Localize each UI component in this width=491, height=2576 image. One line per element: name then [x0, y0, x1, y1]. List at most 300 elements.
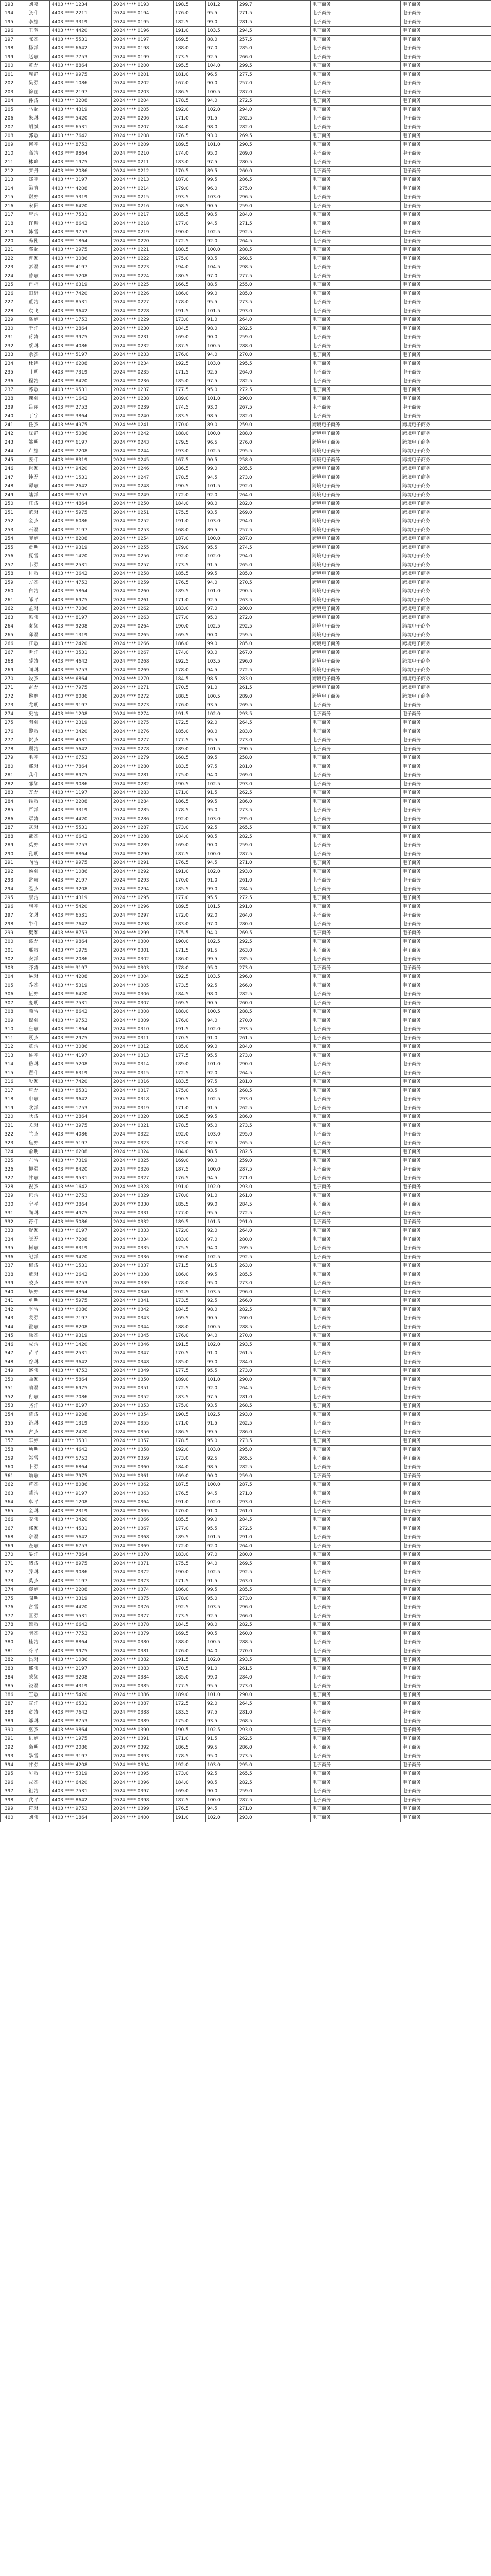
cell-name: 蒲洁	[18, 1489, 50, 1498]
cell-total-score: 265.5	[238, 1770, 269, 1778]
cell-total-score: 260.0	[238, 1314, 269, 1323]
cell-no: 235	[1, 368, 18, 377]
cell-department: 电子商务	[401, 1411, 491, 1419]
cell-id-number: 4403 **** 8642	[50, 219, 112, 228]
cell-total-score: 282.5	[238, 1778, 269, 1787]
cell-blank	[269, 386, 311, 395]
cell-no: 207	[1, 123, 18, 132]
cell-major: 电子商务	[311, 1612, 401, 1621]
cell-ticket-number: 2024 **** 0353	[112, 1402, 174, 1411]
table-row	[1, 1717, 491, 1726]
cell-ticket-number: 2024 **** 0238	[112, 395, 174, 403]
cell-id-number: 4403 **** 1642	[50, 1183, 112, 1192]
cell-major: 电子商务	[311, 1691, 401, 1700]
cell-total-score: 286.0	[238, 1113, 269, 1122]
cell-department: 电子商务	[401, 1052, 491, 1060]
cell-no: 255	[1, 544, 18, 552]
cell-total-score: 267.5	[238, 403, 269, 412]
cell-score-1: 191.0	[174, 1814, 206, 1822]
cell-ticket-number: 2024 **** 0204	[112, 97, 174, 106]
cell-department: 电子商务	[401, 1174, 491, 1183]
cell-ticket-number: 2024 **** 0283	[112, 789, 174, 798]
cell-name: 薛涛	[18, 657, 50, 666]
cell-name: 邹平	[18, 596, 50, 605]
cell-blank	[269, 1008, 311, 1016]
cell-no: 236	[1, 377, 18, 386]
cell-id-number: 4403 **** 3753	[50, 491, 112, 500]
cell-id-number: 4403 **** 5642	[50, 1533, 112, 1542]
cell-score-2: 95.5	[206, 1682, 238, 1691]
cell-score-2: 89.5	[206, 526, 238, 535]
cell-total-score: 263.0	[238, 946, 269, 955]
cell-score-2: 88.5	[206, 281, 238, 290]
cell-major: 电子商务	[311, 1297, 401, 1306]
cell-major: 电子商务	[311, 1516, 401, 1524]
cell-no: 334	[1, 1235, 18, 1244]
cell-department: 电子商务	[401, 1209, 491, 1218]
table-row	[1, 762, 491, 771]
cell-score-1: 169.5	[174, 1314, 206, 1323]
cell-score-2: 98.0	[206, 990, 238, 999]
cell-blank	[269, 1778, 311, 1787]
cell-major: 电子商务	[311, 1244, 401, 1253]
cell-ticket-number: 2024 **** 0194	[112, 9, 174, 18]
cell-id-number: 4403 **** 8319	[50, 1244, 112, 1253]
cell-blank	[269, 430, 311, 438]
cell-blank	[269, 18, 311, 27]
cell-ticket-number: 2024 **** 0223	[112, 263, 174, 272]
cell-ticket-number: 2024 **** 0399	[112, 1805, 174, 1814]
table-row	[1, 657, 491, 666]
table-row	[1, 1402, 491, 1411]
cell-no: 322	[1, 1130, 18, 1139]
cell-score-1: 173.5	[174, 981, 206, 990]
cell-name: 顾洁	[18, 745, 50, 754]
cell-ticket-number: 2024 **** 0218	[112, 219, 174, 228]
cell-total-score: 295.0	[238, 1130, 269, 1139]
cell-id-number: 4403 **** 9086	[50, 780, 112, 789]
cell-no: 232	[1, 342, 18, 351]
cell-ticket-number: 2024 **** 0375	[112, 1595, 174, 1603]
cell-blank	[269, 1253, 311, 1262]
cell-ticket-number: 2024 **** 0255	[112, 544, 174, 552]
cell-no: 250	[1, 500, 18, 509]
cell-ticket-number: 2024 **** 0215	[112, 193, 174, 202]
cell-blank	[269, 1673, 311, 1682]
cell-department: 电子商务	[401, 88, 491, 97]
cell-id-number: 4403 **** 1753	[50, 1104, 112, 1113]
cell-no: 326	[1, 1165, 18, 1174]
cell-score-1: 176.5	[174, 132, 206, 141]
cell-score-1: 188.0	[174, 1638, 206, 1647]
cell-blank	[269, 465, 311, 473]
cell-major: 电子商务	[311, 981, 401, 990]
cell-name: 储涛	[18, 1560, 50, 1568]
cell-ticket-number: 2024 **** 0235	[112, 368, 174, 377]
cell-score-1: 176.0	[174, 701, 206, 710]
table-row	[1, 701, 491, 710]
cell-blank	[269, 377, 311, 386]
cell-name: 董洁	[18, 298, 50, 307]
cell-name: 贺杰	[18, 736, 50, 745]
cell-no: 364	[1, 1498, 18, 1507]
cell-id-number: 4403 **** 9642	[50, 1095, 112, 1104]
cell-score-2: 90.0	[206, 1787, 238, 1796]
cell-no: 270	[1, 675, 18, 684]
cell-ticket-number: 2024 **** 0347	[112, 1349, 174, 1358]
cell-score-2: 99.0	[206, 1358, 238, 1367]
cell-major: 跨境电子商务	[311, 614, 401, 622]
cell-id-number: 4403 **** 5975	[50, 509, 112, 517]
cell-major: 电子商务	[311, 1472, 401, 1481]
cell-ticket-number: 2024 **** 0373	[112, 1577, 174, 1586]
cell-no: 342	[1, 1306, 18, 1314]
cell-no: 229	[1, 316, 18, 325]
cell-ticket-number: 2024 **** 0383	[112, 1665, 174, 1673]
cell-name: 阮磊	[18, 1235, 50, 1244]
cell-department: 跨境电子商务	[401, 500, 491, 509]
cell-major: 电子商务	[311, 27, 401, 36]
cell-score-2: 91.5	[206, 1419, 238, 1428]
table-row	[1, 193, 491, 202]
cell-major: 电子商务	[311, 184, 401, 193]
cell-score-2: 97.5	[206, 1393, 238, 1402]
cell-id-number: 4403 **** 1531	[50, 473, 112, 482]
cell-department: 电子商务	[401, 114, 491, 123]
cell-score-2: 102.0	[206, 1025, 238, 1034]
cell-no: 388	[1, 1708, 18, 1717]
cell-department: 电子商务	[401, 1358, 491, 1367]
cell-score-2: 98.0	[206, 1621, 238, 1630]
cell-major: 电子商务	[311, 1, 401, 9]
cell-department: 电子商务	[401, 1087, 491, 1095]
table-row	[1, 1306, 491, 1314]
cell-ticket-number: 2024 **** 0348	[112, 1358, 174, 1367]
cell-no: 304	[1, 973, 18, 981]
cell-major: 电子商务	[311, 1157, 401, 1165]
cell-id-number: 4403 **** 4420	[50, 815, 112, 824]
cell-major: 电子商务	[311, 938, 401, 946]
table-row	[1, 132, 491, 141]
cell-score-1: 169.5	[174, 631, 206, 640]
cell-ticket-number: 2024 **** 0228	[112, 307, 174, 316]
cell-score-1: 189.0	[174, 1376, 206, 1384]
cell-id-number: 4403 **** 5531	[50, 824, 112, 833]
cell-ticket-number: 2024 **** 0333	[112, 1227, 174, 1235]
cell-no: 227	[1, 298, 18, 307]
cell-score-2: 90.0	[206, 841, 238, 850]
cell-blank	[269, 1227, 311, 1235]
cell-name: 徐丽	[18, 88, 50, 97]
cell-no: 279	[1, 754, 18, 762]
cell-score-2: 95.5	[206, 544, 238, 552]
cell-score-2: 101.0	[206, 587, 238, 596]
cell-ticket-number: 2024 **** 0304	[112, 973, 174, 981]
cell-name: 陈杰	[18, 36, 50, 44]
cell-total-score: 262.5	[238, 789, 269, 798]
cell-department: 电子商务	[401, 727, 491, 736]
cell-score-2: 97.0	[206, 605, 238, 614]
cell-major: 跨境电子商务	[311, 491, 401, 500]
cell-ticket-number: 2024 **** 0335	[112, 1244, 174, 1253]
cell-blank	[269, 1314, 311, 1323]
cell-score-1: 189.0	[174, 1691, 206, 1700]
cell-blank	[269, 1069, 311, 1078]
cell-blank	[269, 798, 311, 806]
table-row	[1, 1314, 491, 1323]
cell-ticket-number: 2024 **** 0397	[112, 1787, 174, 1796]
cell-blank	[269, 1139, 311, 1148]
cell-no: 271	[1, 684, 18, 692]
cell-department: 电子商务	[401, 1533, 491, 1542]
table-row	[1, 973, 491, 981]
cell-blank	[269, 1656, 311, 1665]
cell-name: 严洋	[18, 806, 50, 815]
cell-total-score: 284.0	[238, 211, 269, 219]
cell-department: 电子商务	[401, 1376, 491, 1384]
cell-major: 跨境电子商务	[311, 692, 401, 701]
cell-no: 313	[1, 1052, 18, 1060]
cell-blank	[269, 202, 311, 211]
cell-id-number: 4403 **** 4531	[50, 736, 112, 745]
table-row	[1, 149, 491, 158]
cell-id-number: 4403 **** 3319	[50, 1595, 112, 1603]
cell-blank	[269, 754, 311, 762]
cell-blank	[269, 281, 311, 290]
cell-name: 万磊	[18, 789, 50, 798]
cell-major: 电子商务	[311, 1708, 401, 1717]
cell-department: 电子商务	[401, 1630, 491, 1638]
cell-department: 电子商务	[401, 167, 491, 176]
cell-score-1: 177.0	[174, 894, 206, 903]
cell-id-number: 4403 **** 2086	[50, 1743, 112, 1752]
cell-blank	[269, 824, 311, 833]
cell-department: 电子商务	[401, 1796, 491, 1805]
cell-name: 左雪	[18, 1157, 50, 1165]
cell-blank	[269, 692, 311, 701]
cell-department: 电子商务	[401, 298, 491, 307]
cell-name: 梁爽	[18, 184, 50, 193]
cell-total-score: 284.0	[238, 1043, 269, 1052]
cell-score-2: 99.5	[206, 1270, 238, 1279]
cell-ticket-number: 2024 **** 0236	[112, 377, 174, 386]
cell-score-2: 102.5	[206, 1568, 238, 1577]
cell-major: 电子商务	[311, 1446, 401, 1454]
cell-score-1: 169.0	[174, 1157, 206, 1165]
cell-total-score: 298.5	[238, 263, 269, 272]
cell-major: 电子商务	[311, 1805, 401, 1814]
cell-blank	[269, 1805, 311, 1814]
table-row	[1, 1367, 491, 1376]
cell-ticket-number: 2024 **** 0208	[112, 132, 174, 141]
cell-score-2: 95.0	[206, 1595, 238, 1603]
cell-ticket-number: 2024 **** 0278	[112, 745, 174, 754]
cell-id-number: 4403 **** 6864	[50, 1463, 112, 1472]
cell-total-score: 264.5	[238, 1384, 269, 1393]
cell-id-number: 4403 **** 3420	[50, 1516, 112, 1524]
cell-major: 电子商务	[311, 1551, 401, 1560]
cell-ticket-number: 2024 **** 0227	[112, 298, 174, 307]
cell-name: 韦强	[18, 561, 50, 570]
table-row	[1, 1446, 491, 1454]
cell-id-number: 4403 **** 9753	[50, 228, 112, 237]
cell-total-score: 261.5	[238, 1034, 269, 1043]
table-row	[1, 1612, 491, 1621]
cell-id-number: 4403 **** 6420	[50, 990, 112, 999]
cell-name: 查敏	[18, 1542, 50, 1551]
table-row	[1, 158, 491, 167]
cell-id-number: 4403 **** 6208	[50, 1148, 112, 1157]
cell-no: 226	[1, 290, 18, 298]
cell-blank	[269, 1726, 311, 1735]
cell-score-1: 183.0	[174, 920, 206, 929]
cell-id-number: 4403 **** 6753	[50, 1542, 112, 1551]
cell-department: 跨境电子商务	[401, 579, 491, 587]
cell-ticket-number: 2024 **** 0349	[112, 1367, 174, 1376]
cell-total-score: 285.5	[238, 1586, 269, 1595]
cell-name: 肖楠	[18, 281, 50, 290]
cell-name: 甘敏	[18, 1174, 50, 1183]
cell-ticket-number: 2024 **** 0201	[112, 71, 174, 79]
cell-department: 电子商务	[401, 1437, 491, 1446]
table-row	[1, 325, 491, 333]
cell-id-number: 4403 **** 5086	[50, 1218, 112, 1227]
cell-major: 电子商务	[311, 9, 401, 18]
cell-score-2: 102.5	[206, 622, 238, 631]
cell-major: 电子商务	[311, 1560, 401, 1568]
cell-score-1: 176.5	[174, 1174, 206, 1183]
cell-id-number: 4403 **** 3197	[50, 176, 112, 184]
cell-score-1: 177.5	[174, 1367, 206, 1376]
cell-score-2: 101.5	[206, 1218, 238, 1227]
cell-no: 391	[1, 1735, 18, 1743]
cell-blank	[269, 894, 311, 903]
cell-ticket-number: 2024 **** 0309	[112, 1016, 174, 1025]
cell-total-score: 290.0	[238, 1691, 269, 1700]
cell-no: 348	[1, 1358, 18, 1367]
table-row	[1, 1043, 491, 1052]
cell-score-2: 98.5	[206, 1463, 238, 1472]
cell-blank	[269, 719, 311, 727]
cell-department: 跨境电子商务	[401, 649, 491, 657]
cell-score-1: 191.0	[174, 1498, 206, 1507]
cell-ticket-number: 2024 **** 0400	[112, 1814, 174, 1822]
cell-ticket-number: 2024 **** 0370	[112, 1551, 174, 1560]
cell-score-1: 175.0	[174, 255, 206, 263]
cell-department: 电子商务	[401, 920, 491, 929]
cell-ticket-number: 2024 **** 0363	[112, 1489, 174, 1498]
cell-no: 289	[1, 841, 18, 850]
cell-score-2: 90.5	[206, 456, 238, 465]
cell-major: 电子商务	[311, 1770, 401, 1778]
cell-id-number: 4403 **** 6975	[50, 596, 112, 605]
cell-total-score: 269.0	[238, 771, 269, 780]
cell-id-number: 4403 **** 8753	[50, 929, 112, 938]
cell-total-score: 295.0	[238, 815, 269, 824]
cell-no: 201	[1, 71, 18, 79]
cell-blank	[269, 1025, 311, 1034]
cell-major: 电子商务	[311, 53, 401, 62]
cell-ticket-number: 2024 **** 0229	[112, 316, 174, 325]
cell-blank	[269, 316, 311, 325]
cell-total-score: 264.0	[238, 316, 269, 325]
cell-major: 电子商务	[311, 1323, 401, 1332]
cell-blank	[269, 552, 311, 561]
cell-no: 390	[1, 1726, 18, 1735]
cell-total-score: 292.5	[238, 228, 269, 237]
table-row	[1, 894, 491, 903]
cell-total-score: 290.5	[238, 587, 269, 596]
cell-name: 魏强	[18, 395, 50, 403]
cell-score-1: 187.0	[174, 535, 206, 544]
cell-score-1: 179.0	[174, 184, 206, 193]
cell-name: 杨洋	[18, 44, 50, 53]
cell-score-1: 172.0	[174, 1227, 206, 1235]
cell-blank	[269, 771, 311, 780]
cell-score-2: 92.5	[206, 1612, 238, 1621]
cell-total-score: 293.0	[238, 780, 269, 789]
cell-ticket-number: 2024 **** 0281	[112, 771, 174, 780]
cell-ticket-number: 2024 **** 0388	[112, 1708, 174, 1717]
cell-no: 378	[1, 1621, 18, 1630]
cell-ticket-number: 2024 **** 0271	[112, 684, 174, 692]
cell-ticket-number: 2024 **** 0337	[112, 1262, 174, 1270]
cell-score-2: 91.0	[206, 1349, 238, 1358]
cell-score-2: 98.5	[206, 412, 238, 421]
cell-no: 272	[1, 692, 18, 701]
cell-blank	[269, 1200, 311, 1209]
table-row	[1, 237, 491, 246]
cell-ticket-number: 2024 **** 0356	[112, 1428, 174, 1437]
table-row	[1, 1560, 491, 1568]
cell-name: 谭敏	[18, 482, 50, 491]
cell-total-score: 259.0	[238, 202, 269, 211]
table-row	[1, 517, 491, 526]
cell-ticket-number: 2024 **** 0193	[112, 1, 174, 9]
cell-score-2: 101.5	[206, 307, 238, 316]
table-row	[1, 1200, 491, 1209]
cell-ticket-number: 2024 **** 0205	[112, 106, 174, 114]
cell-blank	[269, 640, 311, 649]
cell-score-2: 102.0	[206, 106, 238, 114]
cell-ticket-number: 2024 **** 0362	[112, 1481, 174, 1489]
cell-score-1: 190.0	[174, 622, 206, 631]
cell-name: 易琳	[18, 973, 50, 981]
cell-score-1: 176.0	[174, 1332, 206, 1341]
cell-name: 荣颖	[18, 1673, 50, 1682]
cell-no: 347	[1, 1349, 18, 1358]
cell-id-number: 4403 **** 5864	[50, 1376, 112, 1384]
table-row	[1, 920, 491, 929]
cell-name: 秦颖	[18, 622, 50, 631]
cell-total-score: 260.0	[238, 1630, 269, 1638]
cell-score-1: 172.0	[174, 911, 206, 920]
cell-blank	[269, 736, 311, 745]
cell-department: 电子商务	[401, 1603, 491, 1612]
cell-score-2: 99.5	[206, 798, 238, 806]
cell-total-score: 282.5	[238, 990, 269, 999]
cell-no: 306	[1, 990, 18, 999]
cell-id-number: 4403 **** 4753	[50, 1367, 112, 1376]
cell-no: 195	[1, 18, 18, 27]
cell-blank	[269, 1682, 311, 1691]
cell-score-2: 100.0	[206, 1796, 238, 1805]
cell-name: 蒋涛	[18, 333, 50, 342]
cell-score-2: 100.5	[206, 1638, 238, 1647]
cell-ticket-number: 2024 **** 0233	[112, 351, 174, 360]
cell-name: 桂洁	[18, 1638, 50, 1647]
table-row	[1, 981, 491, 990]
